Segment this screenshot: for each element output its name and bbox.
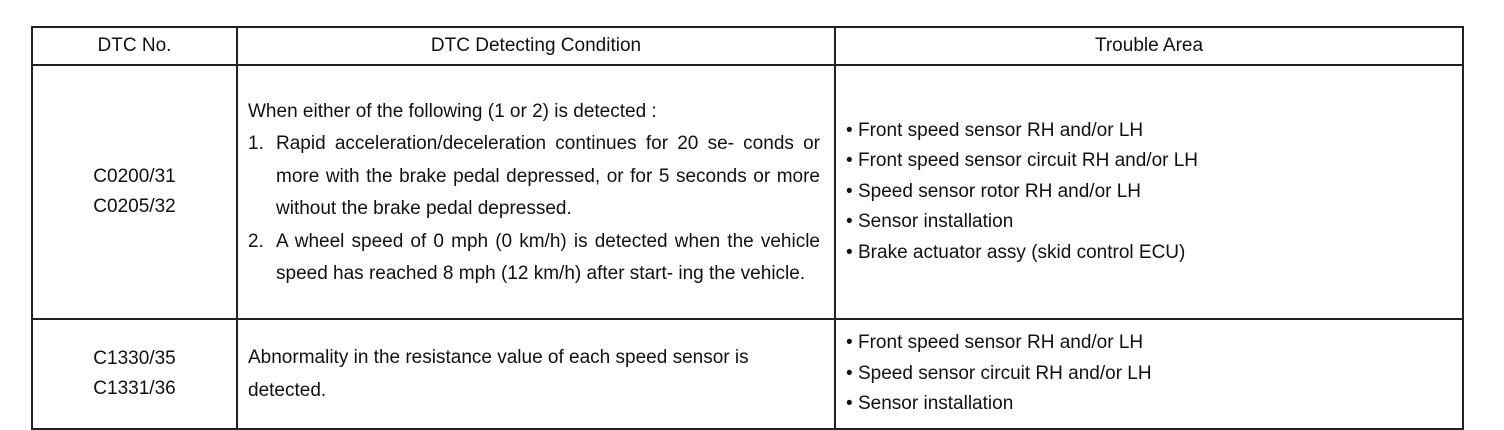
detecting-condition-cell [237, 65, 835, 319]
dtc-code-cell [32, 65, 237, 319]
detecting-condition-cell [237, 319, 835, 429]
dtc-table [31, 26, 1464, 430]
trouble-area-item [846, 238, 1452, 269]
condition-lead: When either of the following (1 or 2) is detected : [248, 100, 657, 122]
bullet-icon: • [846, 119, 853, 141]
trouble-area-item [846, 146, 1452, 177]
trouble-area-text: Speed sensor circuit RH and/or LH [858, 362, 1152, 384]
header-detecting-condition: DTC Detecting Condition [237, 27, 835, 65]
condition-text: A wheel speed of 0 mph (0 km/h) is detected when the vehicle speed has reached 8 mph (12 km/h) after start- ing the vehicle. [276, 230, 820, 284]
header-row [32, 27, 1463, 65]
trouble-area-item [846, 177, 1452, 208]
dtc-code: C0200/31 [93, 166, 176, 187]
trouble-area-text: Speed sensor rotor RH and/or LH [858, 180, 1142, 202]
header-trouble-area: Trouble Area [835, 27, 1463, 65]
condition-item [248, 128, 820, 226]
bullet-icon: • [846, 150, 853, 172]
trouble-area-text: Sensor installation [858, 393, 1014, 415]
condition-item [248, 226, 820, 291]
dtc-code: C1331/36 [93, 378, 176, 399]
bullet-icon: • [846, 362, 853, 384]
trouble-area-list [846, 116, 1452, 269]
condition-text: Abnormality in the resistance value of each speed sensor is detected. [248, 347, 749, 401]
bullet-icon: • [846, 241, 853, 263]
condition-number: 1. [248, 133, 264, 154]
bullet-icon: • [846, 211, 853, 233]
trouble-area-text: Front speed sensor RH and/or LH [858, 119, 1144, 141]
condition-number: 2. [248, 230, 264, 252]
dtc-code: C1330/35 [93, 348, 176, 369]
bullet-icon: • [846, 393, 853, 415]
trouble-area-list [846, 328, 1452, 420]
table-row [32, 65, 1463, 319]
trouble-area-cell [835, 65, 1463, 319]
bullet-icon: • [846, 332, 853, 354]
dtc-code: C0205/32 [93, 196, 176, 217]
condition-text: Rapid acceleration/deceleration continues for 20 se- conds or more with the brake pedal depressed, or for 5 seconds or more without the brake pedal depressed. [276, 133, 820, 219]
trouble-area-text: Brake actuator assy (skid control ECU) [858, 241, 1186, 263]
trouble-area-item [846, 207, 1452, 238]
dtc-code-cell [32, 319, 237, 429]
trouble-area-text: Front speed sensor RH and/or LH [858, 332, 1144, 354]
trouble-area-text: Sensor installation [858, 211, 1014, 233]
trouble-area-item [846, 116, 1452, 147]
trouble-area-item [846, 389, 1452, 420]
condition-list [248, 128, 820, 291]
header-dtc-no: DTC No. [32, 27, 237, 65]
bullet-icon: • [846, 180, 853, 202]
trouble-area-item [846, 359, 1452, 390]
trouble-area-cell [835, 319, 1463, 429]
trouble-area-item [846, 328, 1452, 359]
table-row [32, 319, 1463, 429]
trouble-area-text: Front speed sensor circuit RH and/or LH [858, 150, 1199, 172]
